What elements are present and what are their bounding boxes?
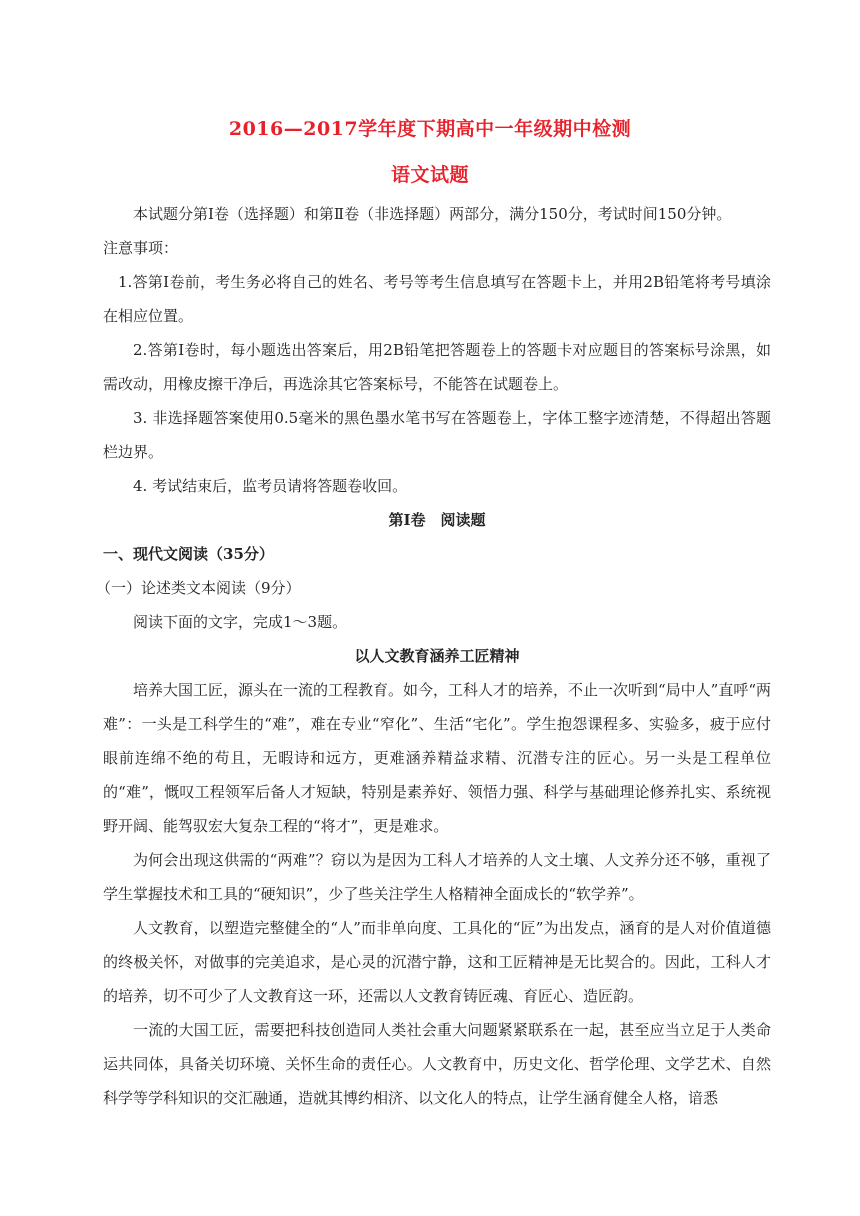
note-item-4: 4. 考试结束后，监考员请将答题卷收回。 xyxy=(133,477,408,495)
article-paragraph-1: 培养大国工匠，源头在一流的工程教育。如今，工科人才的培养，不止一次听到“局中人”直呼“两难”：一头是工科学生的“难”，难在专业“窄化”、生活“宅化”。学生抱怨课程多、实验多，疲于应付眼前连绵不绝的苟且，无暇诗和远方，更难涵养精益求精、沉潜专注的匠心。另一头是工程单位的“难”，慨叹工程领军后备人才短缺，特别是素养好、领悟力强、科学与基础理论修养扎实、系统视野开阔、能驾驭宏大复杂工程的“将才”，更是难求。 xyxy=(103,681,772,835)
exam-title: 2016—2017学年度下期高中一年级期中检测 xyxy=(228,118,632,140)
article-paragraph-3: 人文教育，以塑造完整健全的“人”而非单向度、工具化的“匠”为出发点，涵育的是人对价值道德的终极关怀，对做事的完美追求，是心灵的沉潜宁静，这和工匠精神是无比契合的。因此，工科人才的培养，切不可少了人文教育这一环，还需以人文教育铸匠魂、育匠心、造匠韵。 xyxy=(103,919,771,1005)
article-paragraph-2: 为何会出现这供需的“两难”？窃以为是因为工科人才培养的人文土壤、人文养分还不够，重视了学生掌握技术和工具的“硬知识”，少了些关注学生人格精神全面成长的“软学养”。 xyxy=(103,851,771,903)
article-title: 以人文教育涵养工匠精神 xyxy=(354,647,520,665)
note-item-3: 3. 非选择题答案使用0.5毫米的黑色墨水笔书写在答题卷上，字体工整字迹清楚，不得超出答题栏边界。 xyxy=(103,409,771,461)
sub-title: （一）论述类文本阅读（9分） xyxy=(96,579,301,597)
article-paragraph-4: 一流的大国工匠，需要把科技创造同人类社会重大问题紧紧联系在一起，甚至应当立足于人类命运共同体，具备关切环境、关怀生命的责任心。人文教育中，历史文化、哲学伦理、文学艺术、自然科学等学科知识的交汇融通，造就其博约相济、以文化人的特点，让学生涵育健全人格，谙悉 xyxy=(103,1021,771,1107)
intro-line: 本试题分第Ⅰ卷（选择题）和第Ⅱ卷（非选择题）两部分，满分150分，考试时间150分钟。 xyxy=(133,205,732,223)
notice-heading: 注意事项： xyxy=(103,239,179,257)
volume-title: 第Ⅰ卷 阅读题 xyxy=(388,511,486,529)
note-item-2: 2.答第Ⅰ卷时，每小题选出答案后，用2B铅笔把答题卷上的答题卡对应题目的答案标号涂黑，如需改动，用橡皮擦干净后，再选涂其它答案标号，不能答在试题卷上。 xyxy=(103,341,771,393)
exam-subtitle: 语文试题 xyxy=(390,164,469,186)
part-title: 一、现代文阅读（35分） xyxy=(103,545,274,563)
reading-instruction: 阅读下面的文字，完成1～3题。 xyxy=(133,613,348,631)
note-item-1: 1.答第Ⅰ卷前，考生务必将自己的姓名、考号等考生信息填写在答题卡上，并用2B铅笔将考号填涂在相应位置。 xyxy=(103,273,771,325)
